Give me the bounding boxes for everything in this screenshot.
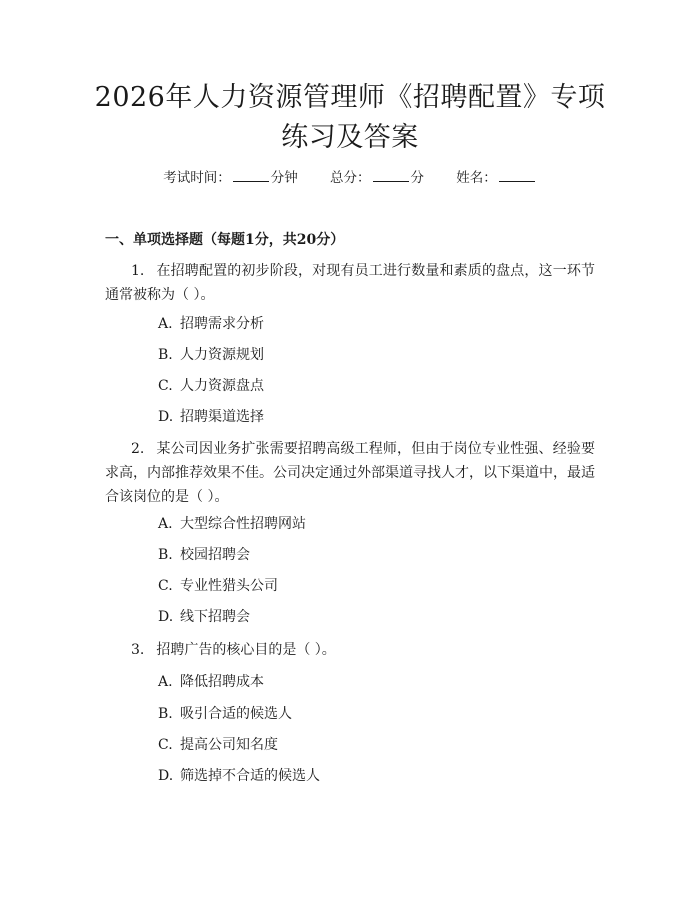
name-blank xyxy=(499,168,535,182)
question-3-number: 3. xyxy=(131,642,145,658)
option-text: 降低招聘成本 xyxy=(180,674,264,690)
question-2-option-d xyxy=(158,607,250,627)
total-score-label: 总分： xyxy=(330,170,371,186)
question-1-option-c xyxy=(158,376,264,396)
name-field xyxy=(456,170,537,186)
question-1-option-b xyxy=(158,345,264,365)
question-1-number: 1. xyxy=(131,263,145,279)
question-2-stem xyxy=(105,437,595,509)
total-score-field xyxy=(330,170,428,186)
exam-time-unit: 分钟 xyxy=(270,170,298,186)
option-letter: B. xyxy=(158,706,173,722)
section-heading: 一、单项选择题（每题1分，共20分） xyxy=(105,232,345,248)
option-text: 招聘渠道选择 xyxy=(180,409,264,425)
exam-time-label: 考试时间： xyxy=(163,170,231,186)
option-letter: D. xyxy=(158,409,174,425)
option-text: 人力资源盘点 xyxy=(180,378,264,394)
option-letter: D. xyxy=(158,768,174,784)
option-text: 专业性猎头公司 xyxy=(180,578,278,594)
option-text: 校园招聘会 xyxy=(180,547,250,563)
question-2-option-b xyxy=(158,545,250,565)
option-letter: C. xyxy=(158,737,173,753)
option-text: 招聘需求分析 xyxy=(180,316,264,332)
option-letter: C. xyxy=(158,578,173,594)
option-letter: C. xyxy=(158,378,173,394)
option-letter: B. xyxy=(158,347,173,363)
option-text: 线下招聘会 xyxy=(180,609,250,625)
document-title: 2026年人力资源管理师《招聘配置》专项练习及答案 xyxy=(94,82,606,153)
option-letter: D. xyxy=(158,609,174,625)
exam-meta-line xyxy=(0,168,700,188)
exam-time-blank xyxy=(233,168,269,182)
total-score-unit: 分 xyxy=(410,170,424,186)
question-3-option-b xyxy=(158,704,292,724)
question-2-number: 2. xyxy=(131,441,145,457)
question-1-stem xyxy=(105,259,595,307)
question-1-option-a xyxy=(158,314,264,334)
option-text: 提高公司知名度 xyxy=(180,737,278,753)
option-text: 筛选掉不合适的候选人 xyxy=(180,768,320,784)
question-1-option-d xyxy=(158,407,264,427)
question-3-text: 招聘广告的核心目的是（ ）。 xyxy=(156,642,336,658)
exam-time-field xyxy=(163,170,302,186)
option-letter: A. xyxy=(158,516,173,532)
option-text: 吸引合适的候选人 xyxy=(180,706,292,722)
question-2-option-c xyxy=(158,576,278,596)
question-2-text: 某公司因业务扩张需要招聘高级工程师，但由于岗位专业性强、经验要求高，内部推荐效果不佳。公司决定通过外部渠道寻找人才，以下渠道中，最适合该岗位的是（ ）。 xyxy=(105,441,595,505)
option-letter: A. xyxy=(158,316,173,332)
question-3-stem xyxy=(105,638,595,662)
option-text: 大型综合性招聘网站 xyxy=(180,516,306,532)
question-1-text: 在招聘配置的初步阶段，对现有员工进行数量和素质的盘点，这一环节通常被称为（ ）。 xyxy=(105,263,595,303)
question-3-option-a xyxy=(158,672,264,692)
question-3-option-c xyxy=(158,735,278,755)
option-letter: B. xyxy=(158,547,173,563)
question-3-option-d xyxy=(158,766,320,786)
option-letter: A. xyxy=(158,674,173,690)
option-text: 人力资源规划 xyxy=(180,347,264,363)
question-2-option-a xyxy=(158,514,306,534)
name-label: 姓名： xyxy=(456,170,497,186)
total-score-blank xyxy=(373,168,409,182)
